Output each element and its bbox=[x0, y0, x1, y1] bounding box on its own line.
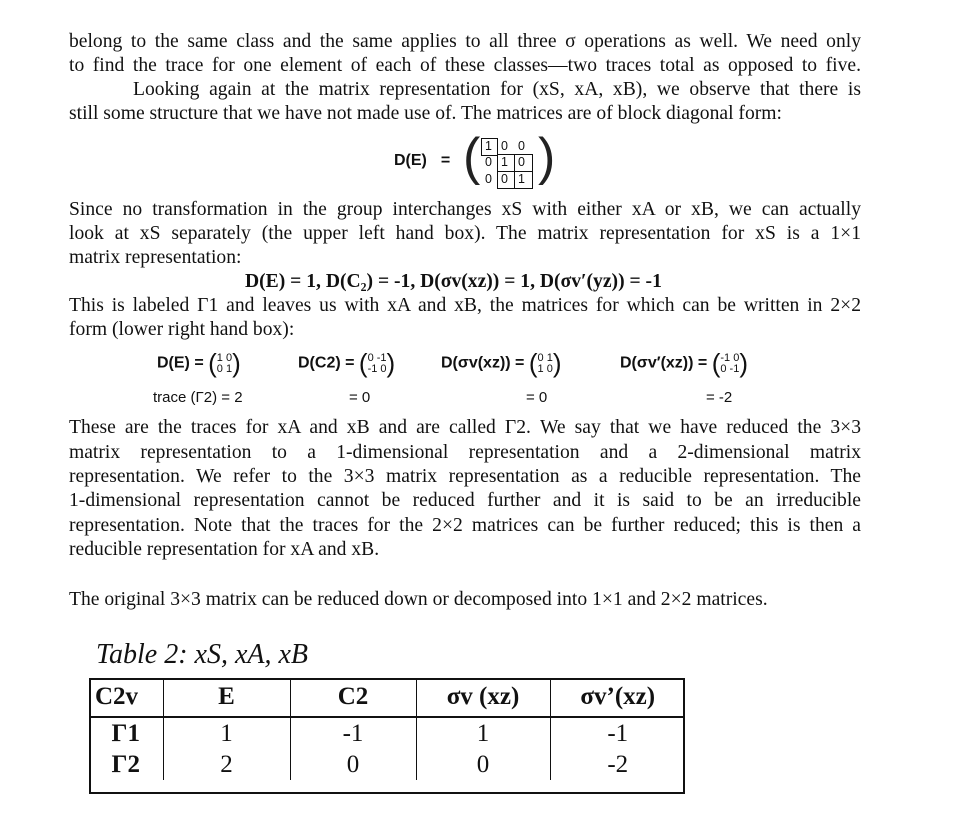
de-left-paren: ( bbox=[463, 128, 481, 186]
table-cell: Γ2 bbox=[89, 749, 163, 780]
table-cell: 2 bbox=[163, 749, 290, 780]
de-right-paren: ) bbox=[538, 128, 556, 186]
gamma1-equation: D(E) = 1, D(C₂) = -1, D(σv(xz)) = 1, D(σv′(yz)) = -1 bbox=[245, 271, 662, 292]
de-label: D(E) bbox=[394, 152, 427, 169]
rep-dsv bbox=[441, 348, 562, 379]
rep-label: D(σv′(xz)) = bbox=[620, 354, 708, 372]
table-cell: -2 bbox=[607, 750, 629, 778]
rep-matrix: 1 0 0 1 bbox=[216, 351, 233, 375]
para1-line1: belong to the same class and the same applies to all three σ operations as well. We need only bbox=[69, 31, 861, 52]
rep-label: D(E) = bbox=[157, 354, 204, 372]
de-cell: 0 bbox=[518, 155, 525, 169]
rep-left-paren: ( bbox=[208, 348, 217, 378]
rep-dc2 bbox=[298, 348, 395, 379]
rep-left-paren: ( bbox=[528, 348, 538, 378]
de-cell: 0 bbox=[501, 139, 508, 153]
trace-e: trace (Γ2) = 2 bbox=[153, 389, 243, 406]
rep-right-paren: ) bbox=[386, 348, 396, 378]
de-cell: 0 bbox=[501, 172, 508, 186]
table-cell: 1 bbox=[163, 717, 290, 749]
table-caption: Table 2: xS, xA, xB bbox=[96, 639, 309, 670]
para2-line2: look at xS separately (the upper left hand box). The matrix representation for xS is a 1×1 bbox=[69, 223, 861, 244]
rep-right-paren: ) bbox=[739, 348, 748, 378]
rep-left-paren: ( bbox=[358, 348, 368, 378]
para1-line2: to find the trace for one element of each of these classes—two traces total as opposed to five. bbox=[69, 55, 861, 76]
de-cell: 0 bbox=[485, 155, 492, 169]
table-cell: 1 bbox=[416, 717, 550, 749]
rep-left-paren: ( bbox=[711, 348, 721, 378]
rep-matrix: -1 0 0 -1 bbox=[720, 351, 740, 375]
para2-line1: Since no transformation in the group interchanges xS with either xA or xB, we can actually bbox=[69, 199, 861, 220]
para2-line4: This is labeled Γ1 and leaves us with xA and xB, the matrices for which can be written in 2×2 bbox=[69, 295, 861, 316]
de-cell: 1 bbox=[518, 172, 525, 186]
rep-matrix: 0 -1 -1 0 bbox=[367, 351, 387, 375]
para3-line6: reducible representation for xA and xB. bbox=[69, 539, 380, 560]
rep-right-paren: ) bbox=[552, 348, 562, 378]
para3-line1: These are the traces for xA and xB and are called Γ2. We say that we have reduced the 3×3 bbox=[69, 417, 861, 438]
de-cell: 0 bbox=[485, 172, 492, 186]
trace-sv: = 0 bbox=[526, 389, 548, 406]
de-matrix bbox=[480, 138, 540, 190]
de-cell: 0 bbox=[518, 139, 525, 153]
table-header-cell: σv (xz) bbox=[416, 678, 550, 717]
table-header-cell: E bbox=[163, 678, 290, 717]
rep-dsv-prime bbox=[620, 348, 748, 379]
para3-line5: representation. Note that the traces for the 2×2 matrices can be further reduced; this is then a bbox=[69, 515, 861, 536]
rep-de bbox=[157, 348, 241, 379]
rep-right-paren: ) bbox=[232, 348, 241, 378]
de-cell: 1 bbox=[485, 139, 492, 153]
rep-matrix: 0 1 1 0 bbox=[537, 351, 553, 375]
table-cell: 0 bbox=[290, 749, 416, 780]
table-cell: 0 bbox=[416, 749, 550, 780]
para1-line4: still some structure that we have not made use of. The matrices are of block diagonal form: bbox=[69, 103, 782, 124]
para3-line4: 1-dimensional representation cannot be reduced further and it is said to be an irreducible bbox=[69, 490, 861, 511]
para3-line2: matrix representation to a 1-dimensional representation and a 2-dimensional matrix bbox=[69, 442, 861, 463]
rep-label: D(C2) = bbox=[298, 354, 355, 372]
rep-label: D(σv(xz)) = bbox=[441, 354, 525, 372]
table-header-cell: σv’(xz) bbox=[550, 678, 685, 717]
table-cell: -1 bbox=[290, 717, 416, 749]
trace-c2: = 0 bbox=[349, 389, 371, 406]
de-equation bbox=[394, 152, 450, 170]
table-header-cell: C2 bbox=[290, 678, 416, 717]
table-cell: Γ1 bbox=[89, 717, 163, 749]
para3-line3: representation. We refer to the 3×3 matrix representation as a reducible representation. The bbox=[69, 466, 861, 487]
para1-line3: Looking again at the matrix representation for (xS, xA, xB), we observe that there is bbox=[133, 79, 861, 100]
table-header-cell: C2v bbox=[89, 678, 163, 717]
para2-line3: matrix representation: bbox=[69, 247, 242, 268]
para4: The original 3×3 matrix can be reduced down or decomposed into 1×1 and 2×2 matrices. bbox=[69, 589, 768, 610]
de-equals: = bbox=[440, 152, 451, 169]
table-border bbox=[89, 678, 685, 794]
para2-line5: form (lower right hand box): bbox=[69, 319, 295, 340]
de-cell: 1 bbox=[501, 155, 508, 169]
trace-sv-prime: = -2 bbox=[706, 389, 733, 406]
table-cell: -1 bbox=[607, 719, 629, 747]
